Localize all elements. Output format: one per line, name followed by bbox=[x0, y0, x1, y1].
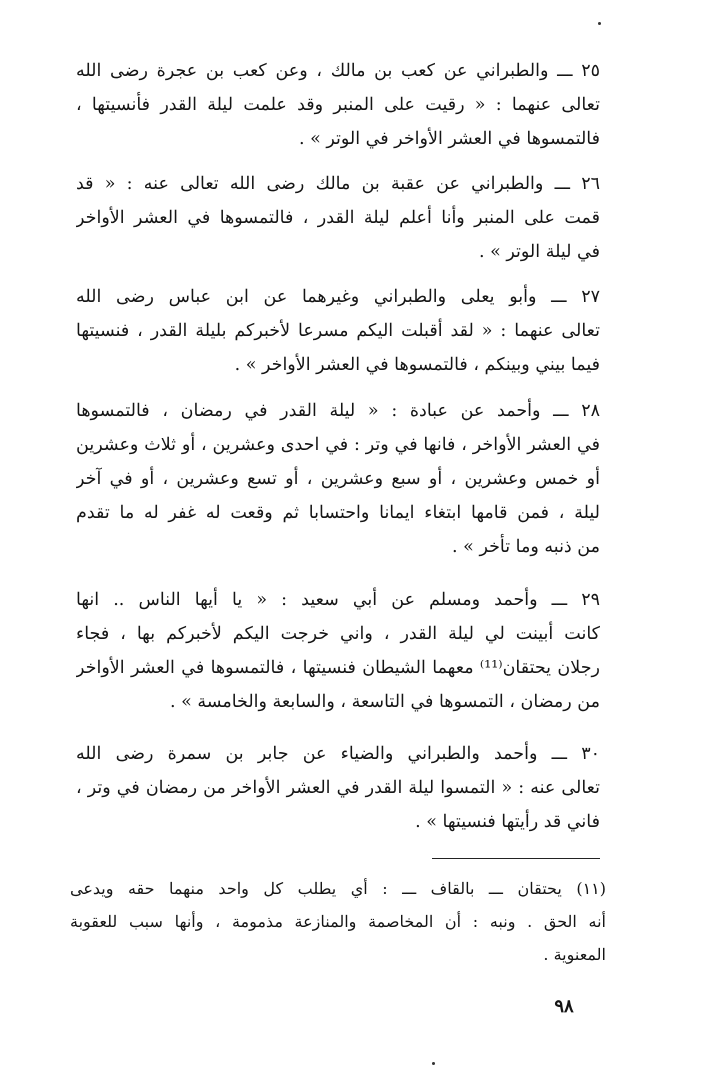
hadith-29 bbox=[76, 583, 600, 719]
footnote-line: (١١) يحتقان ـــ بالقاف ـــ : أي يطلب كل واحد منهما حقه ويدعى bbox=[70, 879, 606, 898]
hadith-26 bbox=[76, 167, 600, 269]
text-line: رجلان يحتقان⁽¹¹⁾ معهما الشيطان فنسيتها ، فالتمسوها في العشر الأواخر bbox=[76, 658, 600, 678]
text-line: ٢٧ ـــ وأبو يعلى والطبراني وغيرهما عن ابن عباس رضى الله bbox=[76, 287, 600, 307]
text-line: فاني قد رأيتها فنسيتها » . bbox=[415, 812, 600, 832]
text-line: تعالى عنه : « التمسوا ليلة القدر في العشر الأواخر من رمضان في وتر ، bbox=[76, 778, 600, 798]
scan-speck bbox=[598, 22, 601, 25]
text-line: ٢٩ ـــ وأحمد ومسلم عن أبي سعيد : « يا أيها الناس .. انها bbox=[76, 590, 600, 610]
footnote-line: أنه الحق . ونبه : أن المخاصمة والمنازعة مذمومة ، وأنها سبب للعقوبة bbox=[70, 912, 606, 931]
text-line: ٢٨ ـــ وأحمد عن عبادة : « ليلة القدر في رمضان ، فالتمسوها bbox=[76, 401, 600, 421]
text-line: من ذنبه وما تأخر » . bbox=[452, 537, 600, 557]
hadith-28 bbox=[76, 394, 600, 564]
text-line: في ليلة الوتر » . bbox=[478, 242, 600, 262]
text-line: ٢٦ ـــ والطبراني عن عقبة بن مالك رضى الله تعالى عنه : « قد bbox=[76, 174, 600, 194]
footnote-separator bbox=[432, 858, 600, 859]
text-line: في العشر الأواخر ، فانها في وتر : في احدى وعشرين ، أو ثلاث وعشرين bbox=[76, 435, 600, 455]
footnote-line: المعنوية . bbox=[543, 945, 606, 964]
footnote-11 bbox=[70, 872, 606, 971]
text-line: كانت أبينت لي ليلة القدر ، واني خرجت اليكم لأخبركم بها ، فجاء bbox=[76, 624, 600, 644]
text-line: أو خمس وعشرين ، أو سبع وعشرين ، أو تسع وعشرين ، أو في آخر bbox=[76, 469, 600, 489]
page-number: ٩٨ bbox=[554, 996, 574, 1017]
hadith-27 bbox=[76, 280, 600, 382]
text-line: ٢٥ ـــ والطبراني عن كعب بن مالك ، وعن كعب بن عجرة رضى الله bbox=[76, 61, 600, 81]
text-line: ليلة ، فمن قامها ابتغاء ايمانا واحتسابا ثم وقعت له غفر له ما تقدم bbox=[76, 503, 600, 523]
hadith-30 bbox=[76, 737, 600, 839]
text-line: من رمضان ، التمسوها في التاسعة ، والسابعة والخامسة » . bbox=[169, 692, 600, 712]
text-line: تعالى عنهما : « رقيت على المنبر وقد علمت ليلة القدر فأنسيتها ، bbox=[76, 95, 600, 115]
text-line: فالتمسوها في العشر الأواخر في الوتر » . bbox=[298, 129, 600, 149]
text-line: ٣٠ ـــ وأحمد والطبراني والضياء عن جابر بن سمرة رضى الله bbox=[76, 744, 600, 764]
hadith-25 bbox=[76, 54, 600, 156]
text-line: فيما بيني وبينكم ، فالتمسوها في العشر الأواخر » . bbox=[234, 355, 600, 375]
text-line: قمت على المنبر وأنا أعلم ليلة القدر ، فالتمسوها في العشر الأواخر bbox=[76, 208, 600, 228]
text-line: تعالى عنهما : « لقد أقبلت اليكم مسرعا لأخبركم بليلة القدر ، فنسيتها bbox=[76, 321, 600, 341]
scan-speck bbox=[432, 1062, 435, 1065]
